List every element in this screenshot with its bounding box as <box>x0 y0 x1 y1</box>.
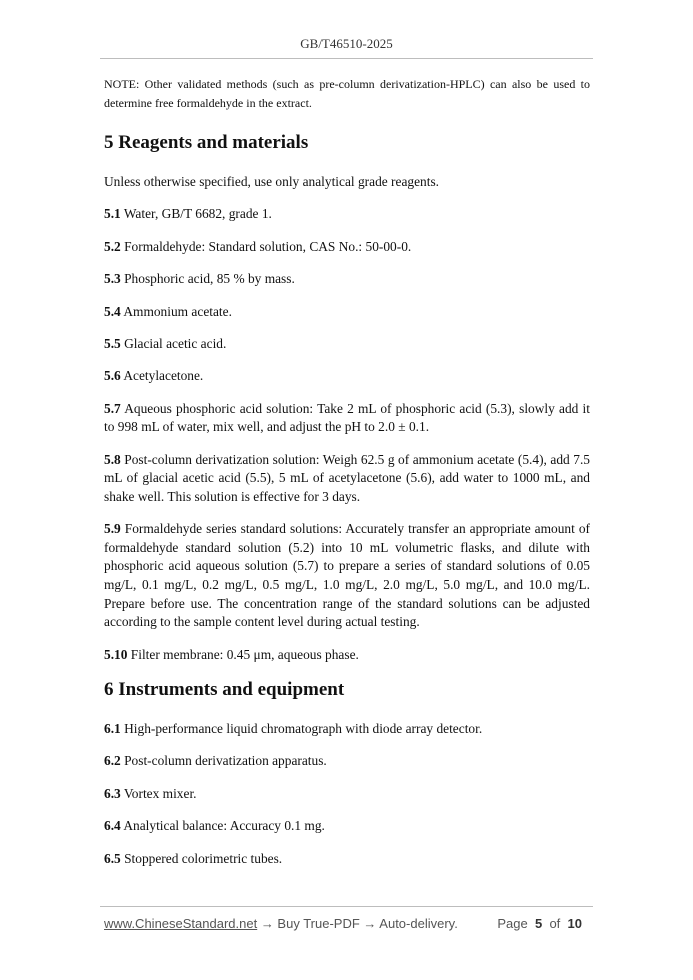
header-divider <box>100 58 593 59</box>
section-5-title: 5 Reagents and materials <box>104 132 309 153</box>
clause-text: Phosphoric acid, 85 % by mass. <box>124 271 295 287</box>
clause-text: Vortex mixer. <box>123 785 197 801</box>
clause-text: Water, GB/T 6682, grade 1. <box>123 206 272 222</box>
clause-number: 5.1 <box>104 206 121 222</box>
section-5-intro: Unless otherwise specified, use only analytical grade reagents. <box>104 174 440 189</box>
clause-text: Aqueous phosphoric acid solution: Take 2 mL of phosphoric acid (5.3), slowly add it to 998 mL of water, mix well, and adjust the pH to 2.0 ± 0.1. <box>104 400 591 435</box>
clause-number: 6.5 <box>104 850 121 866</box>
of-label: of <box>549 916 561 931</box>
clause-text: Glacial acetic acid. <box>124 335 227 351</box>
page-content <box>104 75 590 882</box>
clause-5-3 <box>104 270 590 289</box>
clause-text: Acetylacetone. <box>123 368 204 384</box>
document-id-header: GB/T46510-2025 <box>300 36 393 51</box>
clause-number: 5.3 <box>104 271 121 287</box>
clause-6-5 <box>104 850 590 869</box>
clause-number: 5.9 <box>104 521 121 537</box>
clause-number: 5.8 <box>104 451 121 467</box>
footer-divider <box>100 906 593 907</box>
clause-text: Formaldehyde: Standard solution, CAS No.: 50-00-0. <box>124 238 412 254</box>
clause-number: 5.2 <box>104 238 121 254</box>
clause-number: 6.4 <box>104 818 121 834</box>
page-counter <box>497 916 582 931</box>
clause-text: Filter membrane: 0.45 μm, aqueous phase. <box>130 646 359 662</box>
footer-promo <box>104 916 458 931</box>
clause-text: High-performance liquid chromatograph with diode array detector. <box>124 721 483 737</box>
clause-6-1 <box>104 720 590 739</box>
clause-6-4 <box>104 817 590 836</box>
clause-text: Formaldehyde series standard solutions: Accurately transfer an appropriate amount of formaldehyde standard solution (5.2) into 10 mL volumetric flasks, and dilute with phosphoric acid aqueous solution (5.7) to prepare a series of standard solutions of 0.05 mg/L, 0.1 mg/L, 0.2 mg/L, 0.5 mg/L, 1.0 mg/L, 2.0 mg/L, 5.0 mg/L, and 10.0 mg/L. Prepare before use. The concentration range of the standard solutions can be adjusted according to the sample content level during actual testing. <box>104 521 590 630</box>
note-paragraph: NOTE: Other validated methods (such as pre-column derivatization-HPLC) can also be used to determine free formaldehyde in the extract. <box>104 77 590 110</box>
clause-number: 5.4 <box>104 303 121 319</box>
clause-5-8 <box>104 451 590 507</box>
clause-number: 5.10 <box>104 646 128 662</box>
clause-text: Post-column derivatization solution: Weigh 62.5 g of ammonium acetate (5.4), add 7.5 mL of glacial acetic acid (5.5), 5 mL of acetylacetone (5.6), add water to 1000 mL, and shake well. This solution is effective for 3 days. <box>104 451 590 504</box>
clause-5-4 <box>104 303 590 322</box>
clause-6-2 <box>104 752 590 771</box>
footer-tagline: → Buy True-PDF → Auto-delivery. <box>257 916 458 931</box>
section-6-title: 6 Instruments and equipment <box>104 679 345 701</box>
clause-5-10 <box>104 646 590 665</box>
clause-number: 5.6 <box>104 368 121 384</box>
clause-5-5 <box>104 335 590 354</box>
total-pages-number: 10 <box>567 916 582 931</box>
clause-number: 6.2 <box>104 753 121 769</box>
clause-5-6 <box>104 367 590 386</box>
clause-number: 5.5 <box>104 335 121 351</box>
clause-5-1 <box>104 205 590 224</box>
clause-number: 5.7 <box>104 400 121 416</box>
clause-text: Stoppered colorimetric tubes. <box>124 850 283 866</box>
clause-text: Ammonium acetate. <box>123 303 232 319</box>
clause-6-3 <box>104 785 590 804</box>
clause-5-7 <box>104 400 590 437</box>
page-label: Page <box>497 916 528 931</box>
site-link[interactable]: www.ChineseStandard.net <box>104 916 258 931</box>
clause-5-2 <box>104 238 590 257</box>
clause-5-9 <box>104 520 590 632</box>
clause-number: 6.3 <box>104 785 121 801</box>
clause-text: Analytical balance: Accuracy 0.1 mg. <box>123 818 325 834</box>
clause-text: Post-column derivatization apparatus. <box>124 753 327 769</box>
current-page-number: 5 <box>534 916 543 931</box>
clause-number: 6.1 <box>104 721 121 737</box>
